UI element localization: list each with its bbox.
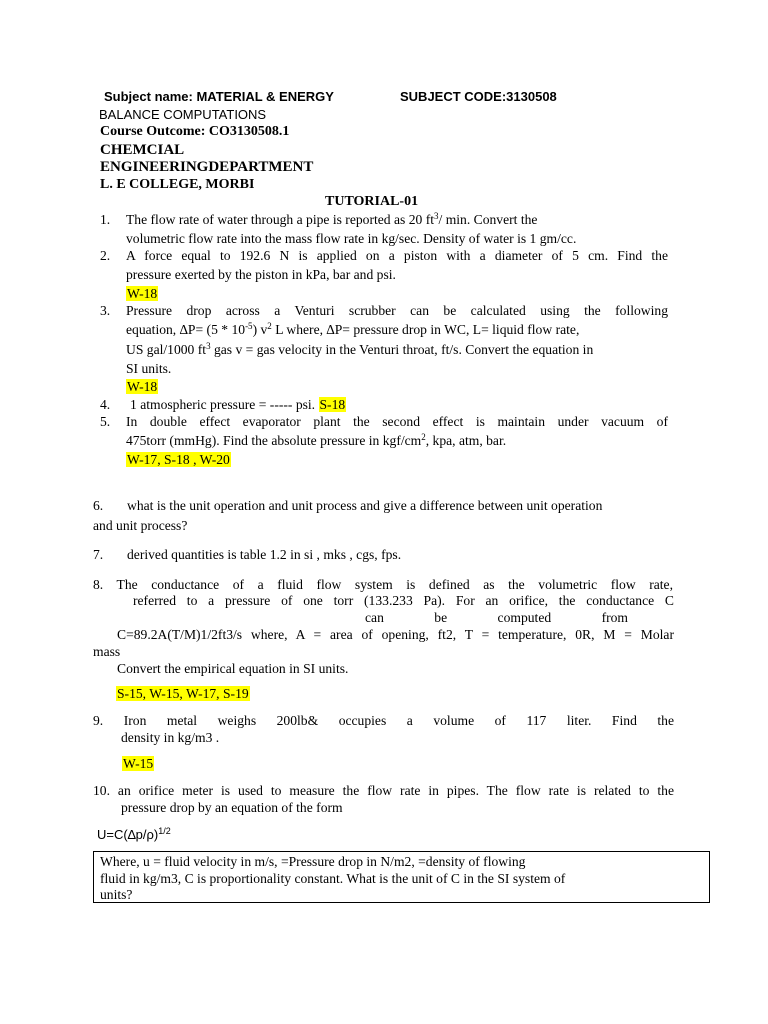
q6-line-2: and unit process?: [93, 518, 188, 533]
subject-code: SUBJECT CODE:3130508: [400, 89, 557, 104]
q4-number: 4.: [100, 397, 111, 412]
q5-tag: [126, 452, 231, 468]
q3-l3-b: gas v = gas velocity in the Venturi throat, ft/s. Convert the equation in: [210, 342, 594, 357]
q10-line-1: 10. an orifice meter is used to measure the flow rate in pipes. The flow rate is related to the: [93, 783, 674, 798]
q3-eq-c: L where, ∆P= pressure drop in WC, L= liquid flow rate,: [271, 322, 580, 337]
q3-line-1: Pressure drop across a Venturi scrubber can be calculated using the following: [126, 303, 668, 318]
q7-text: derived quantities is table 1.2 in si , mks , cgs, fps.: [127, 547, 402, 562]
q3-sup-1: -5: [245, 321, 253, 331]
q3-line-4: SI units.: [126, 361, 172, 376]
course-outcome: Course Outcome: CO3130508.1: [100, 124, 290, 139]
q3-l3-sup: 3: [206, 341, 211, 351]
q4-line: [130, 397, 346, 413]
q9-tag-text: W-15: [123, 756, 154, 771]
subject-name-continued: BALANCE COMPUTATIONS: [99, 107, 267, 122]
q1-line-1: [126, 212, 668, 228]
q8-tag-text: S-15, W-15, W-17, S-19: [117, 686, 249, 701]
q8-line-4: C=89.2A(T/M)1/2ft3/s where, A = area of opening, ft2, T = temperature, 0R, M = Molar: [117, 627, 674, 642]
tutorial-title: TUTORIAL-01: [325, 194, 419, 209]
box-line-1: Where, u = fluid velocity in m/s, =Pressure drop in N/m2, =density of flowing: [100, 854, 526, 869]
box-line-2: fluid in kg/m3, C is proportionality constant. What is the unit of C in the SI system of: [100, 871, 566, 886]
q5-tag-text: W-17, S-18 , W-20: [127, 452, 230, 467]
q3-line-2: [126, 322, 579, 338]
college-name: L. E COLLEGE, MORBI: [100, 177, 255, 192]
q3-sup-2: 2: [267, 321, 272, 331]
q7-number: 7.: [93, 547, 104, 562]
q2-line-2: pressure exerted by the piston in kPa, bar and psi.: [126, 267, 396, 282]
q3-eq-a: equation, ∆P= (5 * 10: [126, 322, 246, 337]
q2-number: 2.: [100, 248, 111, 263]
q4-tag: S-18: [319, 397, 346, 412]
department-line-1: CHEMCIAL: [100, 142, 185, 158]
q10-eq-text: U=C(∆p/ρ): [97, 827, 159, 842]
subject-name-text: Subject name: MATERIAL & ENERGY: [104, 89, 334, 104]
q3-line-3: [126, 342, 593, 358]
box-line-3: units?: [100, 887, 133, 902]
q3-l3-a: US gal/1000 ft: [126, 342, 207, 357]
q6-number: 6.: [93, 498, 104, 513]
q9-line-1: 9. Iron metal weighs 200lb& occupies a volume of 117 liter. Find the: [93, 713, 674, 728]
q1-line-2: volumetric flow rate into the mass flow rate in kg/sec. Density of water is 1 gm/cc.: [126, 231, 577, 246]
q2-line-1: A force equal to 192.6 N is applied on a piston with a diameter of 5 cm. Find the: [126, 248, 668, 263]
q4-text: 1 atmospheric pressure = ----- psi.: [130, 397, 316, 412]
q5-sup: 2: [421, 432, 426, 442]
q5-text-b: , kpa, atm, bar.: [425, 433, 507, 448]
subject-name: [104, 89, 334, 104]
q8-line-6: Convert the empirical equation in SI units.: [117, 661, 349, 676]
q8-line-2: referred to a pressure of one torr (133.233 Pa). For an orifice, the conductance C: [133, 593, 674, 608]
q3-tag: [126, 379, 158, 395]
q9-line-2: density in kg/m3 .: [121, 730, 220, 745]
q5-text-a: 475torr (mmHg). Find the absolute pressure in kgf/cm: [126, 433, 422, 448]
q8-line-5: mass: [93, 644, 121, 659]
q5-number: 5.: [100, 414, 111, 429]
q5-line-2: [126, 433, 506, 449]
q2-tag-text: W-18: [127, 286, 158, 301]
q8-line-1: 8. The conductance of a fluid flow system is defined as the volumetric flow rate,: [93, 577, 673, 592]
q10-eq-sup: 1/2: [158, 826, 171, 836]
q5-line-1: In double effect evaporator plant the second effect is maintain under vacuum of: [126, 414, 668, 429]
q8-line-3: can be computed from: [365, 610, 628, 625]
q1-number: 1.: [100, 212, 111, 227]
department-line-2: ENGINEERINGDEPARTMENT: [100, 159, 314, 175]
q1-sup: 3: [434, 211, 439, 221]
q2-tag: [126, 286, 158, 302]
q10-equation: [97, 827, 171, 842]
q1-text-a: The flow rate of water through a pipe is reported as 20 ft: [126, 212, 435, 227]
q3-number: 3.: [100, 303, 111, 318]
q3-tag-text: W-18: [127, 379, 158, 394]
q6-line-1: what is the unit operation and unit process and give a difference between unit operation: [127, 498, 603, 513]
q9-tag: [122, 756, 154, 772]
q8-tag: [116, 686, 250, 702]
q3-eq-b: ) v: [252, 322, 268, 337]
q10-line-2: pressure drop by an equation of the form: [121, 800, 343, 815]
q1-text-b: / min. Convert the: [438, 212, 538, 227]
